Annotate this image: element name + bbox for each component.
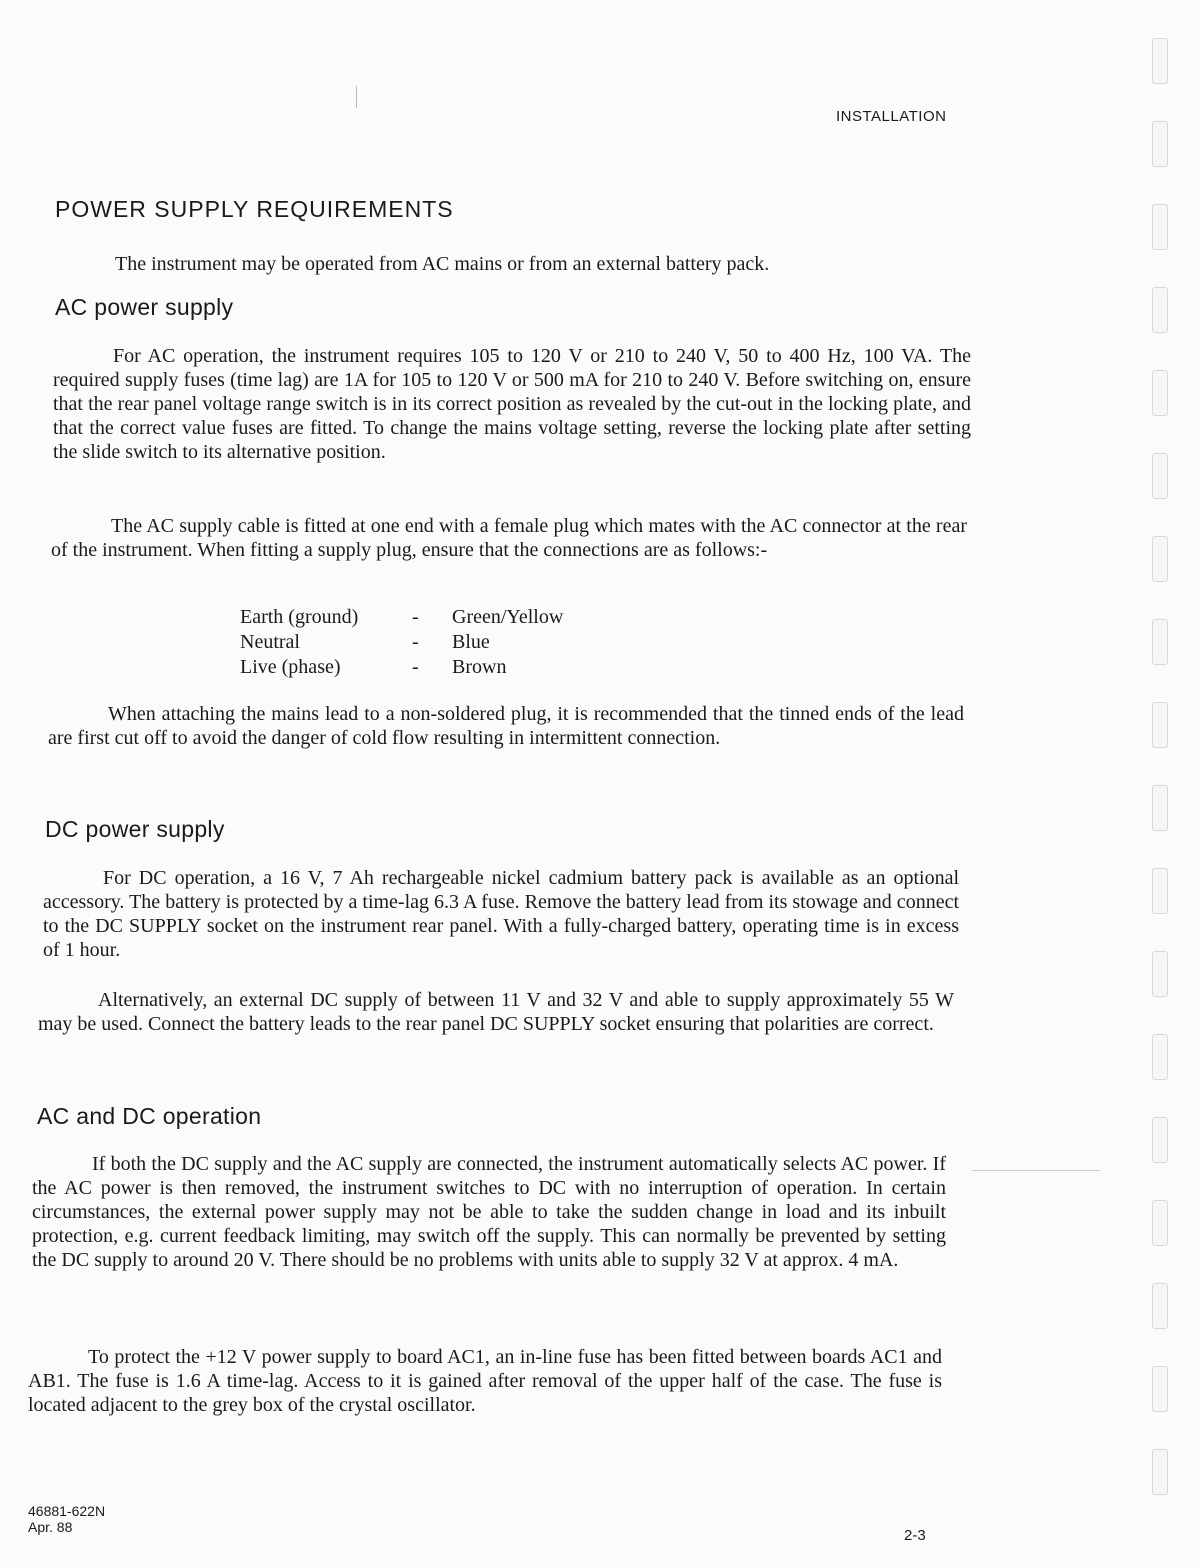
document-date: Apr. 88 (28, 1519, 73, 1535)
table-row (240, 605, 563, 630)
table-row (240, 655, 563, 680)
dash: - (412, 656, 419, 678)
binding-holes (1152, 38, 1174, 1532)
colour-live: Brown (452, 656, 507, 678)
scan-mark (972, 1170, 1100, 1171)
ac-supply-paragraph-1: For AC operation, the instrument requires 105 to 120 V or 210 to 240 V, 50 to 400 Hz, 100 VA. The required supply fuses (time lag) are 1A for 105 to 120 V or 500 mA for 210 to 240 V. Before switching on, ensure that the rear panel voltage range switch is in its correct position as revealed by the cut-out in the locking plate, and that the correct value fuses are fitted. To change the mains voltage setting, reverse the locking plate after setting the slide switch to its alternative position. (53, 345, 971, 463)
ac-dc-operation-heading: AC and DC operation (37, 1103, 262, 1129)
ac-supply-heading: AC power supply (55, 294, 234, 320)
terminal-live: Live (phase) (240, 656, 341, 678)
dc-supply-paragraph-1: For DC operation, a 16 V, 7 Ah rechargeable nickel cadmium battery pack is available as an optional accessory. The battery is protected by a time-lag 6.3 A fuse. Remove the battery lead from its stowage and connect to the DC SUPPLY socket on the instrument rear panel. With a fully-charged battery, operating time is in excess of 1 hour. (43, 867, 959, 961)
colour-earth: Green/Yellow (452, 606, 564, 628)
dash: - (412, 631, 419, 653)
page-number: 2-3 (904, 1527, 926, 1544)
section-label: INSTALLATION (836, 108, 947, 125)
terminal-earth: Earth (ground) (240, 606, 359, 628)
connection-table (240, 605, 563, 680)
dc-supply-paragraph-2: Alternatively, an external DC supply of between 11 V and 32 V and able to supply approximately 55 W may be used. Connect the battery leads to the rear panel DC SUPPLY socket ensuring that polarities are correct. (38, 989, 954, 1035)
ac-supply-paragraph-2: The AC supply cable is fitted at one end with a female plug which mates with the AC connector at the rear of the instrument. When fitting a supply plug, ensure that the connections are as follows:- (51, 515, 967, 561)
terminal-neutral: Neutral (240, 631, 300, 653)
dc-supply-heading: DC power supply (45, 816, 225, 842)
scan-mark (356, 86, 357, 108)
dash: - (412, 606, 419, 628)
ac-dc-operation-paragraph-1: If both the DC supply and the AC supply are connected, the instrument automatically selects AC power. If the AC power is then removed, the instrument switches to DC with no interruption of operation. In certain circumstances, the external power supply may not be able to take the sudden change in load and its inbuilt protection, e.g. current feedback limiting, may switch off the supply. This can normally be prevented by setting the DC supply to around 20 V. There should be no problems with units able to supply 32 V at approx. 4 mA. (32, 1153, 946, 1271)
table-row (240, 630, 563, 655)
page-title: POWER SUPPLY REQUIREMENTS (55, 196, 454, 222)
ac-dc-operation-paragraph-2: To protect the +12 V power supply to board AC1, an in-line fuse has been fitted between boards AC1 and AB1. The fuse is 1.6 A time-lag. Access to it is gained after removal of the upper half of the case. The fuse is located adjacent to the grey box of the crystal oscillator. (28, 1346, 942, 1416)
intro-paragraph: The instrument may be operated from AC mains or from an external battery pack. (115, 253, 770, 275)
document-number: 46881-622N (28, 1503, 106, 1519)
ac-supply-paragraph-3: When attaching the mains lead to a non-soldered plug, it is recommended that the tinned ends of the lead are first cut off to avoid the danger of cold flow resulting in intermittent connection. (48, 703, 964, 749)
colour-neutral: Blue (452, 631, 490, 653)
